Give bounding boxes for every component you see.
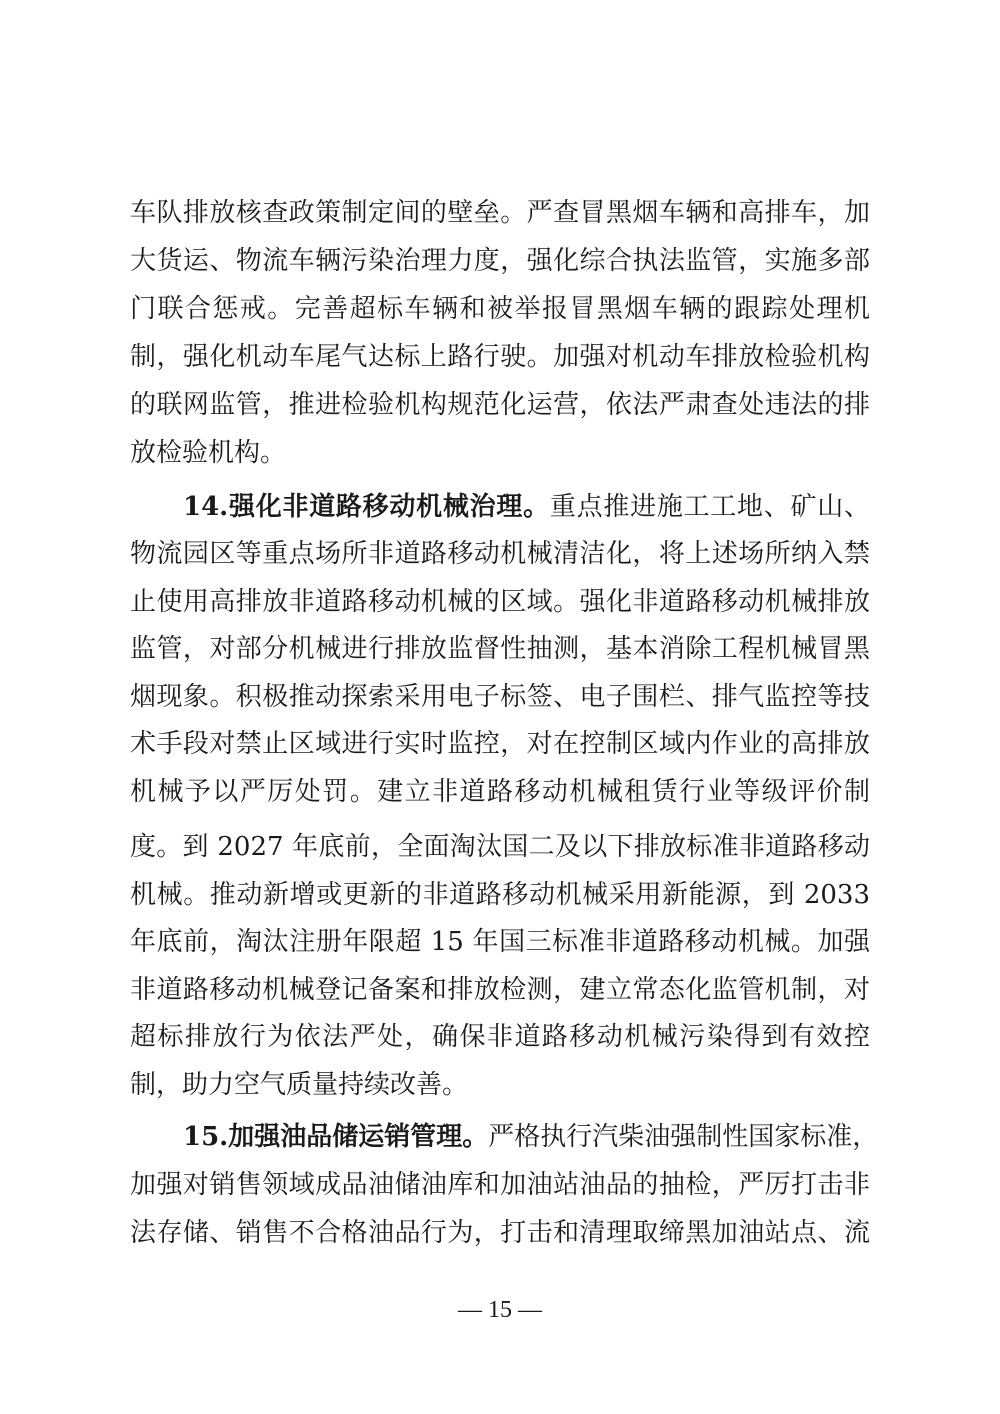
- text-line: 车队排放核查政策制定间的壁垒。严查冒黑烟车辆和高排车，加: [130, 198, 870, 228]
- text-line: 的联网监管，推进检验机构规范化运营，依法严肃查处违法的排: [130, 390, 870, 420]
- text-line: 大货运、物流车辆污染治理力度，强化综合执法监管，实施多部: [130, 246, 870, 276]
- section-heading: 15.加强油品储运销管理。: [183, 1122, 489, 1152]
- text-line: [183, 1113, 879, 1161]
- text-line: 超标排放行为依法严处，确保非道路移动机械污染得到有效控: [130, 1022, 870, 1052]
- text-line: 年底前，淘汰注册年限超 15 年国三标准非道路移动机械。加强: [130, 927, 870, 957]
- text-line: 制，强化机动车尾气达标上路行驶。加强对机动车排放检验机构: [130, 342, 870, 372]
- page-number: — 15 —: [458, 1297, 542, 1323]
- text-line: 烟现象。积极推动探索采用电子标签、电子围栏、排气监控等技: [130, 682, 870, 712]
- text-line: 术手段对禁止区域进行实时监控，对在控制区域内作业的高排放: [130, 729, 870, 759]
- text-line: 机械予以严厉处罚。建立非道路移动机械租赁行业等级评价制: [130, 777, 870, 807]
- text-line: 机械。推动新增或更新的非道路移动机械采用新能源，到 2033: [130, 880, 870, 910]
- text-line: 加强对销售领域成品油储油库和加油站油品的抽检，严厉打击非: [130, 1170, 870, 1200]
- text-line: 法存储、销售不合格油品行为，打击和清理取缔黑加油站点、流: [130, 1218, 870, 1248]
- text-line: 度。到 2027 年底前，全面淘汰国二及以下排放标准非道路移动: [130, 832, 870, 862]
- text-line: 放检验机构。: [130, 438, 287, 468]
- section-heading: 14.强化非道路移动机械治理。: [183, 492, 550, 522]
- text-span: 重点推进施工工地、矿山、: [549, 492, 870, 522]
- text-span: 严格执行汽柴油强制性国家标准，: [488, 1122, 879, 1152]
- text-line: [183, 483, 870, 531]
- text-line: 非道路移动机械登记备案和排放检测，建立常态化监管机制，对: [130, 975, 870, 1005]
- text-line: 止使用高排放非道路移动机械的区域。强化非道路移动机械排放: [130, 587, 870, 617]
- text-line: 物流园区等重点场所非道路移动机械清洁化，将上述场所纳入禁: [130, 539, 870, 569]
- text-line: 监管，对部分机械进行排放监督性抽测，基本消除工程机械冒黑: [130, 634, 870, 664]
- text-line: 门联合惩戒。完善超标车辆和被举报冒黑烟车辆的跟踪处理机: [130, 294, 870, 324]
- text-line: 制，助力空气质量持续改善。: [130, 1070, 469, 1100]
